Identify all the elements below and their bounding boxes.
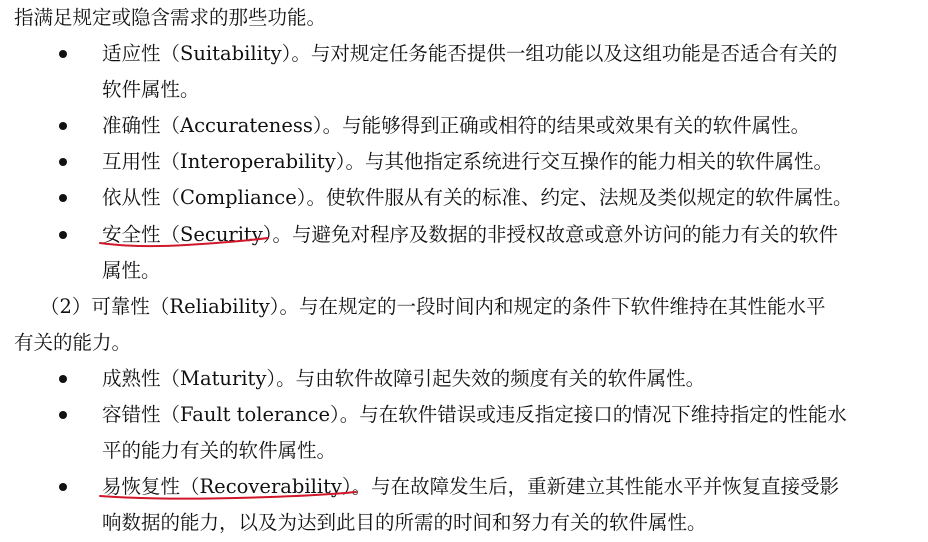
list-item-accurateness: 准确性（Accurateness）。与能够得到正确或相符的结果或效果有关的软件属性。: [102, 114, 811, 137]
bullet-point: [57, 144, 69, 180]
reliability-paragraph: （2）可靠性（Reliability）。与在规定的一段时间内和规定的条件下软件维持在其性能水平: [40, 295, 826, 318]
list-item-interoperability: 互用性（Interoperability）。与其他指定系统进行交互操作的能力相关的软件属性。: [102, 150, 833, 173]
bullet-point: [57, 397, 69, 433]
list-item-maturity: 成熟性（Maturity）。与由软件故障引起失效的频度有关的软件属性。: [102, 367, 706, 390]
bullet-point: [57, 361, 69, 397]
list-item-security: 安全性（Security）。与避免对程序及数据的非授权故意或意外访问的能力有关的软件: [102, 223, 839, 246]
intro-line: 指满足规定或隐含需求的那些功能。: [14, 6, 327, 29]
list-item-fault-tolerance-cont: 平的能力有关的软件属性。: [102, 439, 337, 462]
list-item-recoverability-cont: 响数据的能力，以及为达到此目的所需的时间和努力有关的软件属性。: [102, 511, 707, 534]
list-item-suitability-cont: 软件属性。: [102, 78, 200, 101]
list-item-suitability: 适应性（Suitability）。与对规定任务能否提供一组功能以及这组功能是否适合有关的: [102, 42, 838, 65]
list-item-fault-tolerance: 容错性（Fault tolerance）。与在软件错误或违反指定接口的情况下维持指定的性能水: [102, 403, 847, 426]
list-item-recoverability: 易恢复性（Recoverability）。与在故障发生后，重新建立其性能水平并恢复直接受影: [102, 475, 840, 498]
bullet-point: [57, 180, 69, 216]
bullet-point: [57, 217, 69, 253]
list-item-security-cont: 属性。: [102, 259, 161, 282]
reliability-paragraph-cont: 有关的能力。: [14, 331, 132, 354]
bullet-point: [57, 108, 69, 144]
bullet-point: [57, 36, 69, 72]
list-item-compliance: 依从性（Compliance）。使软件服从有关的标准、约定、法规及类似规定的软件属性。: [102, 186, 853, 209]
bullet-point: [57, 469, 69, 505]
